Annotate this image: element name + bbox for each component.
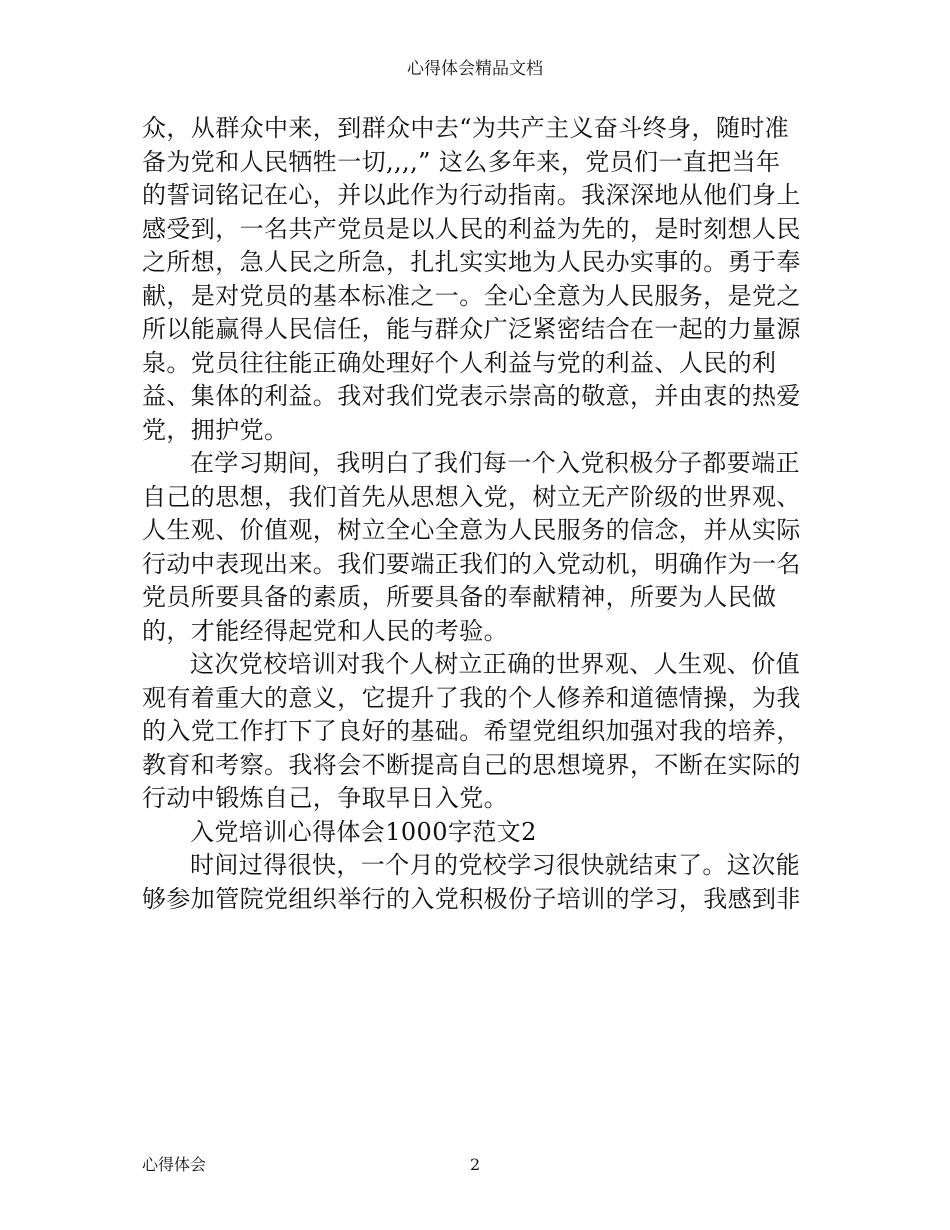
text-line: 教育和考察。我将会不断提高自己的思想境界，不断在实际的 (142, 750, 801, 779)
text-line: 观有着重大的意义，它提升了我的个人修养和道德情操，为我 (142, 683, 801, 712)
text-line: 益、集体的利益。我对我们党表示崇高的敬意，并由衷的热爱 (142, 382, 801, 410)
text-line: 行动中表现出来。我们要端正我们的入党动机，明确作为一名 (142, 549, 801, 578)
paragraph-start-line: 这次党校培训对我个人树立正确的世界观、人生观、价值 (190, 650, 800, 678)
text-line: 之所想，急人民之所急，扎扎实实地为人民办实事的。勇于奉 (142, 248, 801, 276)
section-heading: 入党培训心得体会1000字范文2 (190, 817, 537, 846)
text-line: 献，是对党员的基本标准之一。全心全意为人民服务，是党之 (142, 281, 801, 310)
text-line: 备为党和人民牺牲一切,,,,” 这么多年来，党员们一直把当年 (142, 147, 781, 176)
page-number: 2 (470, 1155, 481, 1174)
text-line: 的，才能经得起党和人民的考验。 (142, 616, 508, 645)
text-line: 党员所要具备的素质，所要具备的奉献精神，所要为人民做 (142, 583, 777, 611)
footer-label: 心得体会 (142, 1155, 207, 1174)
text-line: 的誓词铭记在心，并以此作为行动指南。我深深地从他们身上 (142, 181, 801, 209)
document-body (142, 112, 812, 916)
text-line: 感受到，一名共产党员是以人民的利益为先的，是时刻想人民 (142, 214, 801, 243)
text-line: 党，拥护党。 (142, 415, 289, 444)
text-line: 自己的思想，我们首先从思想入党，树立无产阶级的世界观、 (142, 482, 801, 511)
page-header-title: 心得体会精品文档 (407, 59, 543, 79)
text-line: 众，从群众中来，到群众中去“为共产主义奋斗终身，随时准 (142, 114, 790, 142)
text-line: 行动中锻炼自己，争取早日入党。 (142, 784, 508, 812)
paragraph-start-line: 在学习期间，我明白了我们每一个入党积极分子都要端正 (190, 449, 800, 477)
text-line: 够参加管院党组织举行的入党积极份子培训的学习，我感到非 (142, 884, 801, 913)
text-line: 泉。党员往往能正确处理好个人利益与党的利益、人民的利 (142, 348, 777, 377)
paragraph-start-line: 时间过得很快，一个月的党校学习很快就结束了。这次能 (190, 851, 800, 879)
text-line: 所以能赢得人民信任，能与群众广泛紧密结合在一起的力量源 (142, 315, 801, 343)
text-line: 人生观、价值观，树立全心全意为人民服务的信念，并从实际 (142, 516, 801, 544)
text-line: 的入党工作打下了良好的基础。希望党组织加强对我的培养， (142, 717, 801, 745)
